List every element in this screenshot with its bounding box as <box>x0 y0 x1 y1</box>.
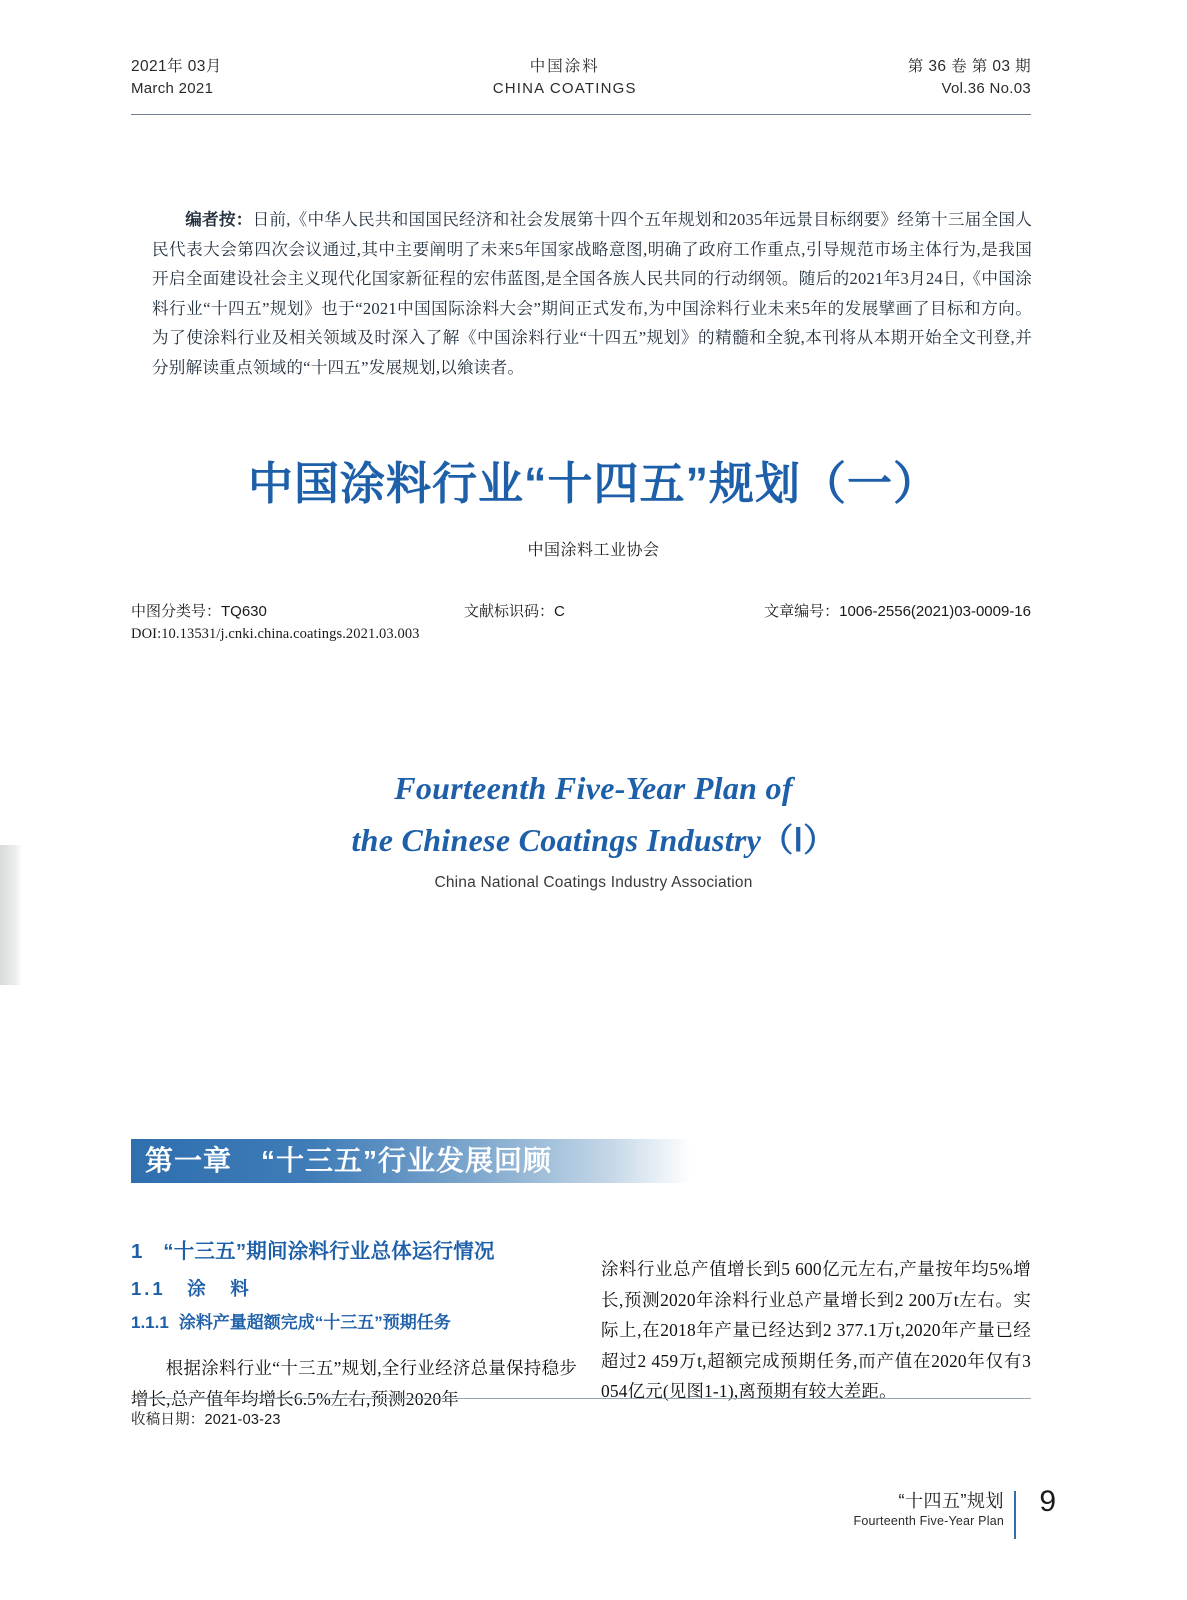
document-code: 文献标识码：C <box>464 603 565 620</box>
volume-issue-en: Vol.36 No.03 <box>941 80 1031 97</box>
section-heading-1-1: 1.1 涂 料 <box>131 1278 252 1299</box>
body-column-right <box>601 1237 1031 1424</box>
footer-label-cn: “十四五”规划 <box>898 1491 1004 1511</box>
journal-name-cn: 中国涂料 <box>529 58 600 75</box>
section-heading-1-1-1 <box>131 1309 577 1336</box>
page-number: 9 <box>1039 1485 1056 1518</box>
running-head <box>131 56 1031 115</box>
page-title-en-line2-wrap <box>0 814 1187 866</box>
volume-issue-cn: 第 36 卷 第 03 期 <box>907 58 1031 75</box>
footer-label-en: Fourteenth Five-Year Plan <box>853 1514 1004 1528</box>
editor-note <box>152 205 1032 382</box>
journal-name-en: CHINA COATINGS <box>492 80 637 97</box>
issue-date-cn: 2021年 03月 <box>131 58 222 75</box>
section-heading-1: 1 “十三五”期间涂料行业总体运行情况 <box>131 1240 495 1263</box>
footer-rule <box>1014 1491 1016 1539</box>
page-title-en-line2: the Chinese Coatings Industry <box>351 822 762 858</box>
editor-note-text: 日前,《中华人民共和国国民经济和社会发展第十四个五年规划和2035年远景目标纲要》经第十三届全国人民代表大会第四次会议通过,其中主要阐明了未来5年国家战略意图,明确了政府工作重点,引导规范市场主体行为,是我国开启全面建设社会主义现代化国家新征程的宏伟蓝图,是全国各族人民共同的行动纲领。随后的2021年3月24日,《中国涂料行业“十四五”规划》也于“2021中国国际涂料大会”期间正式发布,为中国涂料行业未来5年的发展擘画了目标和方向。为了使涂料行业及相关领域及时深入了解《中国涂料行业“十四五”规划》的精髓和全貌,本刊将从本期开始全文刊登,并分别解读重点领域的“十四五”发展规划,以飨读者。 <box>152 210 1032 377</box>
received-date: 收稿日期：2021-03-23 <box>131 1412 281 1428</box>
body-column-left <box>131 1237 577 1432</box>
body-paragraph-left: 根据涂料行业“十三五”规划,全行业经济总量保持稳步增长,总产值年均增长6.5%左右,预测2020年 <box>131 1358 577 1409</box>
page-footer <box>826 1487 1056 1543</box>
doi: DOI:10.13531/j.cnki.china.coatings.2021.03.003 <box>131 626 420 642</box>
chapter-banner <box>131 1139 691 1183</box>
author-en: China National Coatings Industry Association <box>434 874 753 891</box>
body-paragraph-right: 涂料行业总产值增长到5 600亿元左右,产量按年均5%增长,预测2020年涂料行业总产量增长到2 200万t左右。实际上,在2018年产量已经达到2 377.1万t,2020年产量已经超过2 459万t,超额完成预期任务,而产值在2020年仅有3 054亿元(见图1-1),离预期有较大差距。 <box>601 1259 1031 1402</box>
author-cn: 中国涂料工业协会 <box>527 542 660 559</box>
running-head-center <box>222 56 908 100</box>
section-title: 涂料产量超额完成“十三五”预期任务 <box>178 1313 451 1332</box>
chapter-banner-label: 第一章 “十三五”行业发展回顾 <box>145 1145 553 1176</box>
scan-edge-artifact <box>0 845 22 985</box>
section-number: 1.1.1 <box>131 1313 169 1332</box>
page-title-en-line1: Fourteenth Five-Year Plan of <box>394 770 793 806</box>
running-head-right <box>908 56 1031 100</box>
page-title-en-part: （Ⅰ） <box>761 822 836 858</box>
footnote-divider <box>131 1398 1031 1399</box>
article-id: 文章编号：1006-2556(2021)03-0009-16 <box>764 603 1031 620</box>
clc-number: 中图分类号：TQ630 <box>131 603 267 620</box>
editor-note-label: 编者按： <box>185 210 253 229</box>
issue-date-en: March 2021 <box>131 80 214 97</box>
page-title-cn: 中国涂料行业“十四五”规划（一） <box>247 458 939 509</box>
running-head-left <box>131 56 222 100</box>
page-title-en <box>0 762 1187 866</box>
